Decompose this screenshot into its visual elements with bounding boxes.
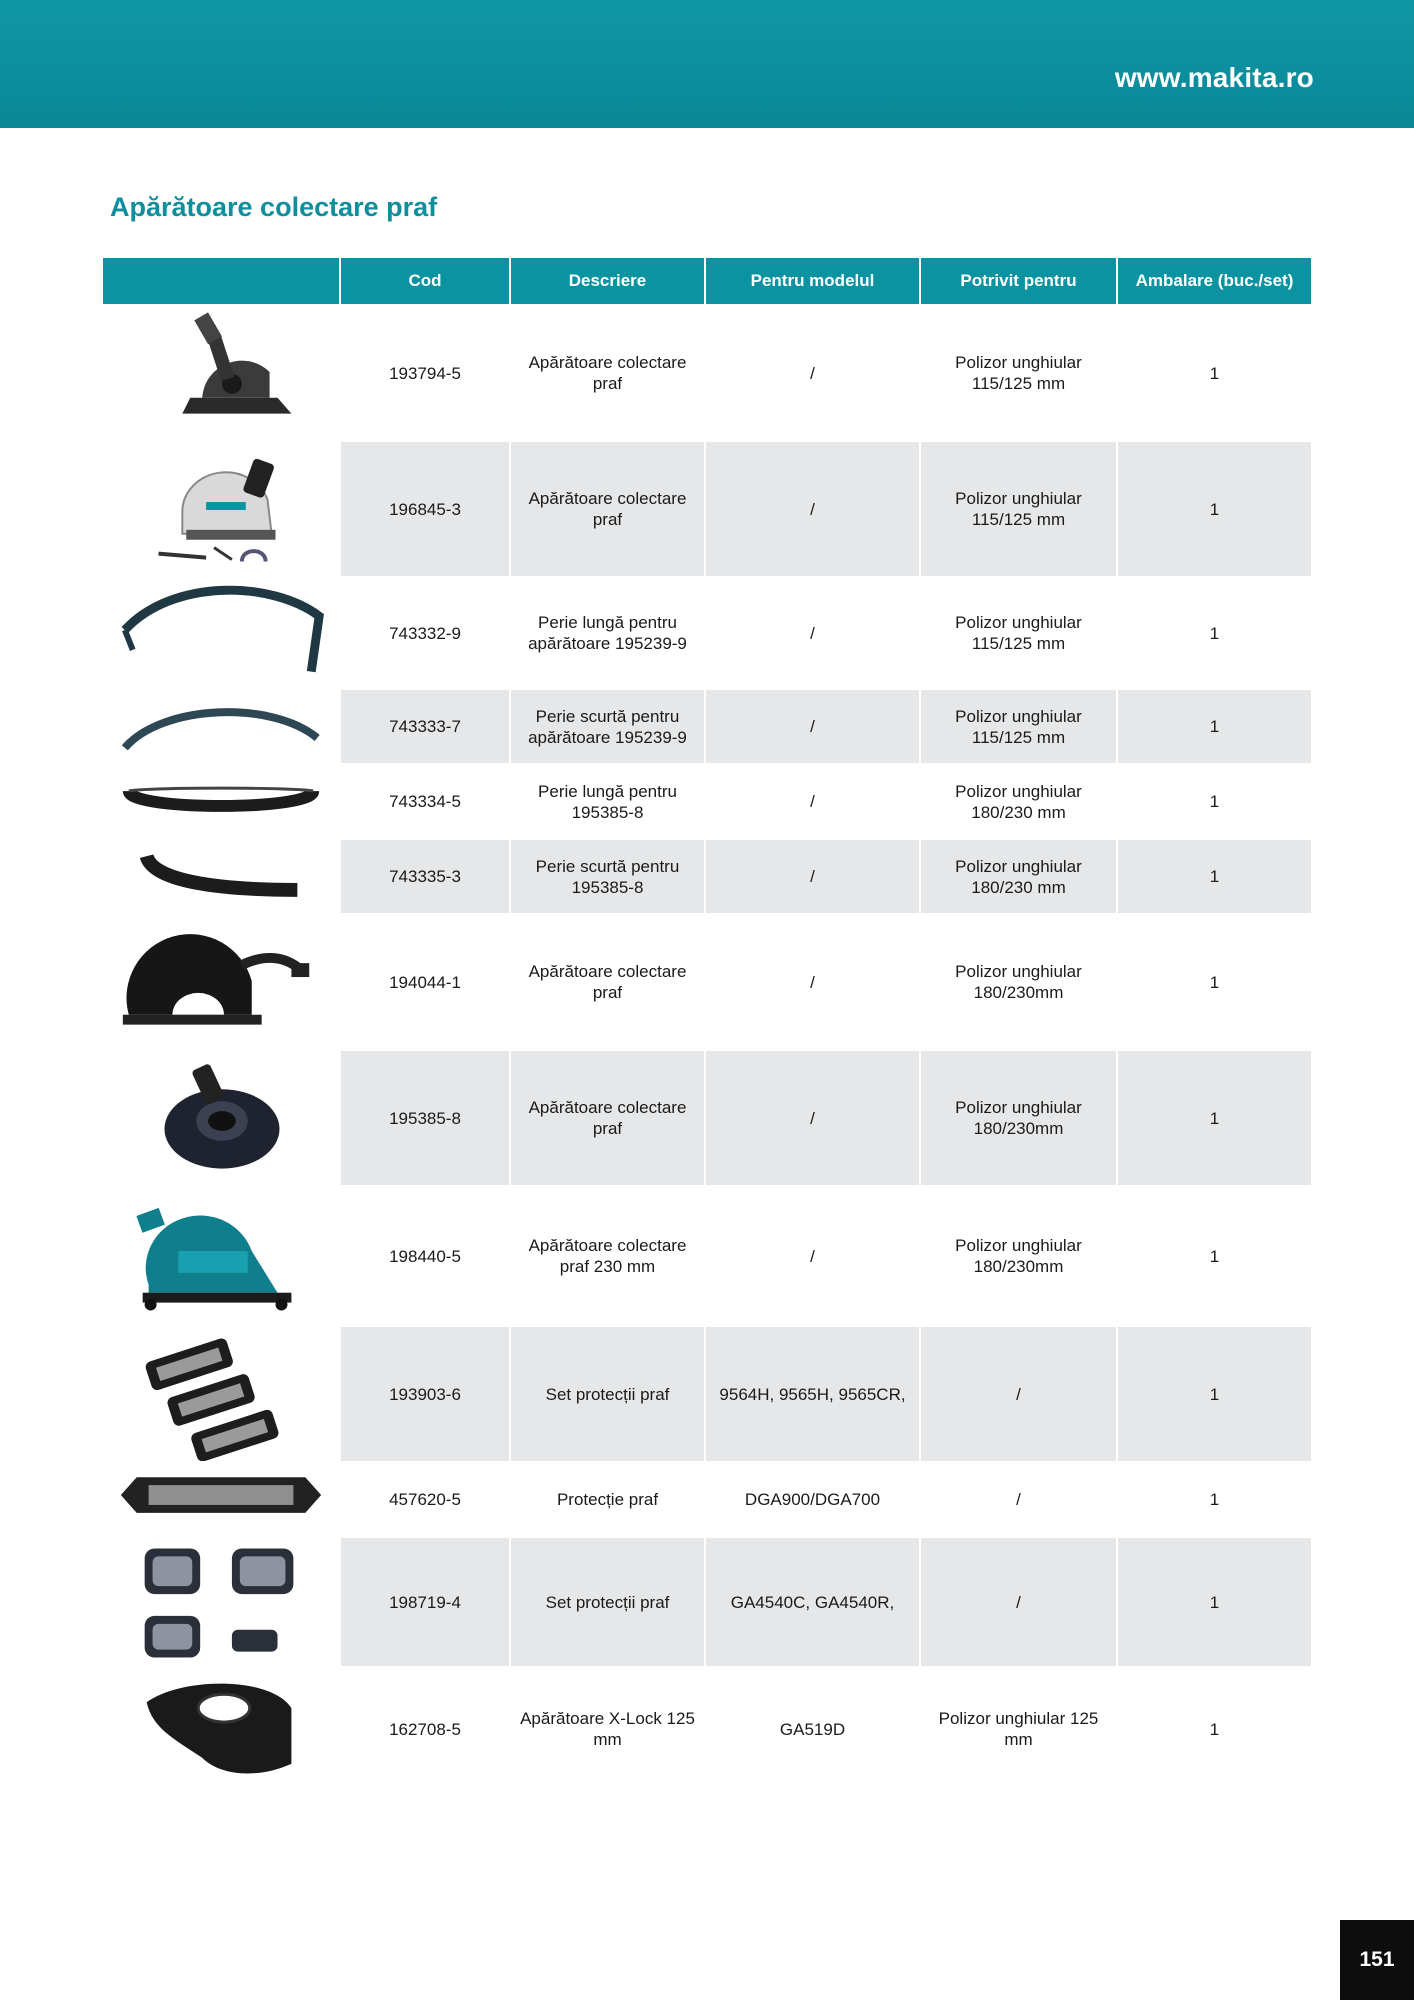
cell-model: /: [706, 690, 921, 763]
dust-guard-kit-icon: [103, 442, 339, 576]
cell-packaging: 1: [1209, 792, 1220, 811]
page-title: Apărătoare colectare praf: [110, 192, 438, 222]
short-brush-strip-icon: [103, 690, 339, 763]
cell-model: /: [706, 1187, 921, 1325]
cell-suitable: /: [921, 1538, 1118, 1666]
cell-model: /: [706, 840, 921, 913]
header-code: Cod: [341, 258, 511, 304]
header-model: Pentru modelul: [706, 258, 921, 304]
cell-description: Perie scurtă pentru apărătoare 195239-9: [511, 690, 706, 763]
product-image: [103, 306, 341, 440]
cell-model: GA519D: [706, 1668, 921, 1790]
large-dust-guard-icon: [103, 915, 339, 1049]
cell-suitable: Polizor unghiular 180/230mm: [921, 915, 1118, 1049]
cell-suitable: /: [921, 1463, 1118, 1536]
table-row: [103, 576, 1311, 688]
xlock-guard-icon: [103, 1668, 339, 1790]
cell-description: Set protecții praf: [511, 1327, 706, 1461]
cell-model: GA4540C, GA4540R,: [706, 1538, 921, 1666]
cell-suitable: Polizor unghiular 180/230mm: [921, 1051, 1118, 1185]
cell-description: Apărătoare colectare praf 230 mm: [511, 1187, 706, 1325]
product-image: [103, 1187, 341, 1325]
table-row: [103, 1666, 1311, 1790]
cell-description: Perie scurtă pentru 195385-8: [511, 840, 706, 913]
cell-model: /: [706, 1051, 921, 1185]
cell-model: /: [706, 442, 921, 576]
dust-filter-set-icon: [103, 1327, 339, 1461]
cell-code: 194044-1: [341, 915, 511, 1049]
table-row: [103, 1049, 1311, 1185]
table-row: [103, 1461, 1311, 1536]
cell-packaging: 1: [1209, 363, 1220, 383]
long-brush-strip-icon: [103, 578, 339, 688]
page-number: 151: [1340, 1920, 1414, 2000]
cell-code: 193794-5: [341, 306, 511, 440]
cell-code: 743335-3: [341, 840, 511, 913]
cell-description: Apărătoare colectare praf: [511, 306, 706, 440]
product-image: [103, 840, 341, 913]
cell-packaging: 1: [1209, 972, 1220, 992]
cell-packaging: 1: [1209, 623, 1220, 643]
cell-code: 743332-9: [341, 578, 511, 688]
header-image: [103, 258, 341, 304]
cell-packaging: 1: [1118, 1051, 1311, 1185]
cell-packaging: 1: [1209, 1490, 1220, 1509]
long-brush-icon: [103, 765, 339, 838]
cell-suitable: Polizor unghiular 180/230mm: [921, 1187, 1118, 1325]
product-image: [103, 1538, 341, 1666]
cell-code: 193903-6: [341, 1327, 511, 1461]
product-image: [103, 690, 341, 763]
cell-code: 743334-5: [341, 765, 511, 838]
table-row: [103, 1325, 1311, 1461]
cell-model: DGA900/DGA700: [706, 1463, 921, 1536]
cell-packaging: 1: [1118, 840, 1311, 913]
table-row: [103, 304, 1311, 440]
cell-packaging: 1: [1118, 442, 1311, 576]
table-row: [103, 440, 1311, 576]
cell-code: 196845-3: [341, 442, 511, 576]
product-image: [103, 1051, 341, 1185]
short-brush-icon: [103, 840, 339, 913]
header-suitable: Potrivit pentru: [921, 258, 1118, 304]
cell-suitable: Polizor unghiular 180/230 mm: [921, 765, 1118, 838]
product-image: [103, 1327, 341, 1461]
cell-suitable: Polizor unghiular 115/125 mm: [921, 690, 1118, 763]
dust-filter-icon: [103, 1463, 339, 1536]
cell-code: 457620-5: [341, 1463, 511, 1536]
cell-description: Apărătoare X-Lock 125 mm: [511, 1668, 706, 1790]
cell-model: /: [706, 765, 921, 838]
cell-packaging: 1: [1118, 690, 1311, 763]
cell-suitable: Polizor unghiular 115/125 mm: [921, 306, 1118, 440]
product-image: [103, 442, 341, 576]
cell-model: /: [706, 306, 921, 440]
cell-model: /: [706, 578, 921, 688]
cell-model: 9564H, 9565H, 9565CR,: [706, 1327, 921, 1461]
cell-suitable: Polizor unghiular 180/230 mm: [921, 840, 1118, 913]
table-header: [103, 258, 1311, 304]
product-image: [103, 1463, 341, 1536]
cell-description: Set protecții praf: [511, 1538, 706, 1666]
product-table: [103, 258, 1311, 1790]
cell-suitable: Polizor unghiular 125 mm: [921, 1668, 1118, 1790]
cell-code: 162708-5: [341, 1668, 511, 1790]
cell-suitable: Polizor unghiular 115/125 mm: [921, 578, 1118, 688]
product-image: [103, 765, 341, 838]
cell-description: Apărătoare colectare praf: [511, 1051, 706, 1185]
site-url[interactable]: www.makita.ro: [1114, 62, 1314, 93]
cell-packaging: 1: [1118, 1538, 1311, 1666]
teal-dust-guard-icon: [103, 1187, 339, 1325]
table-row: [103, 1185, 1311, 1325]
table-row: [103, 913, 1311, 1049]
cell-description: Apărătoare colectare praf: [511, 915, 706, 1049]
cell-packaging: 1: [1209, 1719, 1220, 1739]
product-image: [103, 915, 341, 1049]
table-row: [103, 838, 1311, 913]
cell-description: Perie lungă pentru 195385-8: [511, 765, 706, 838]
round-dust-shroud-icon: [103, 1051, 339, 1185]
cell-description: Perie lungă pentru apărătoare 195239-9: [511, 578, 706, 688]
cell-code: 198440-5: [341, 1187, 511, 1325]
cell-packaging: 1: [1118, 1327, 1311, 1461]
table-row: [103, 1536, 1311, 1666]
cell-model: /: [706, 915, 921, 1049]
cell-description: Protecție praf: [511, 1463, 706, 1536]
cell-code: 195385-8: [341, 1051, 511, 1185]
cell-description: Apărătoare colectare praf: [511, 442, 706, 576]
header-packaging: Ambalare (buc./set): [1118, 258, 1311, 304]
product-image: [103, 1668, 341, 1790]
cell-suitable: /: [921, 1327, 1118, 1461]
table-row: [103, 688, 1311, 763]
cell-code: 198719-4: [341, 1538, 511, 1666]
dust-guard-cutting-icon: [103, 306, 339, 440]
cell-suitable: Polizor unghiular 115/125 mm: [921, 442, 1118, 576]
product-image: [103, 578, 341, 688]
dust-cover-set-icon: [103, 1538, 339, 1666]
table-row: [103, 763, 1311, 838]
header-band: [0, 0, 1414, 128]
cell-packaging: 1: [1209, 1246, 1220, 1266]
cell-code: 743333-7: [341, 690, 511, 763]
header-description: Descriere: [511, 258, 706, 304]
